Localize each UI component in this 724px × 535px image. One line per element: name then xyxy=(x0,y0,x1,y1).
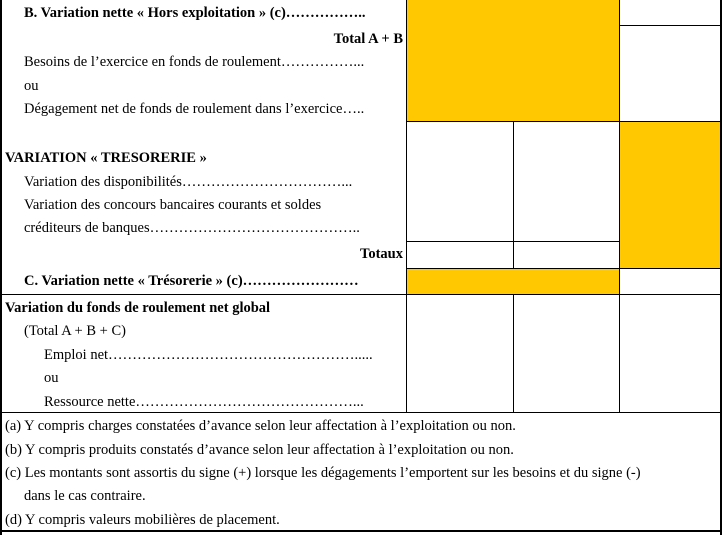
variation-tresorerie-heading: VARIATION « TRESORERIE » xyxy=(5,150,207,166)
table-border-left xyxy=(0,0,2,535)
shaded-cell-tresorerie-ressources xyxy=(619,121,722,268)
c-variation-label: C. Variation nette « Trésorerie » (c)…………………… xyxy=(24,273,359,289)
ou-label-1: ou xyxy=(24,78,39,94)
ressource-nette-label: Ressource nette………………………………………... xyxy=(44,394,364,410)
footnote-c-line2: dans le cas contraire. xyxy=(24,488,146,504)
column-rule-1 xyxy=(406,0,407,412)
footnote-c-line1: (c) Les montants sont assortis du signe (+) lorsque les dégagements l’emportent sur les besoins et du signe (-) xyxy=(5,465,641,481)
row-rule-notes xyxy=(0,412,722,413)
column-rule-3 xyxy=(619,0,620,412)
totaux-label: Totaux xyxy=(360,246,403,262)
ou-label-2: ou xyxy=(44,370,59,386)
total-abc-label: (Total A + B + C) xyxy=(24,323,126,339)
concours-label-line2: créditeurs de banques…………………………………….. xyxy=(24,220,360,236)
degagement-label: Dégagement net de fonds de roulement dans l’exercice….. xyxy=(24,101,365,117)
row-rule-tresorerie-top xyxy=(406,121,721,122)
emploi-net-label: Emploi net……………………………………………..... xyxy=(44,347,373,363)
besoins-label: Besoins de l’exercice en fonds de roulement……………... xyxy=(24,54,365,70)
table-border-bottom xyxy=(0,530,722,532)
footnote-b: (b) Y compris produits constatés d’avance selon leur affectation à l’exploitation ou non. xyxy=(5,442,514,458)
shaded-cell-tresorerie-net xyxy=(407,268,619,294)
concours-label-line1: Variation des concours bancaires courants et soldes xyxy=(24,197,322,213)
column-rule-2b xyxy=(513,294,514,412)
b-variation-label: B. Variation nette « Hors exploitation » (c)…………….. xyxy=(24,5,366,21)
total-ab-label: Total A + B xyxy=(333,31,403,47)
footnote-a: (a) Y compris charges constatées d’avance selon leur affectation à l’exploitation ou non. xyxy=(5,418,516,434)
shaded-cell-hors-exploitation xyxy=(407,0,619,121)
row-rule-totaux xyxy=(406,241,619,242)
row-rule-fr-global xyxy=(0,294,722,295)
disponibilites-label: Variation des disponibilités……………………………... xyxy=(24,174,353,190)
fr-global-heading: Variation du fonds de roulement net global xyxy=(5,300,271,316)
row-rule-amount-1 xyxy=(619,25,721,26)
column-rule-2 xyxy=(513,121,514,268)
footnote-d: (d) Y compris valeurs mobilières de placement. xyxy=(5,512,280,528)
row-rule-tresorerie-bottom xyxy=(406,268,721,269)
